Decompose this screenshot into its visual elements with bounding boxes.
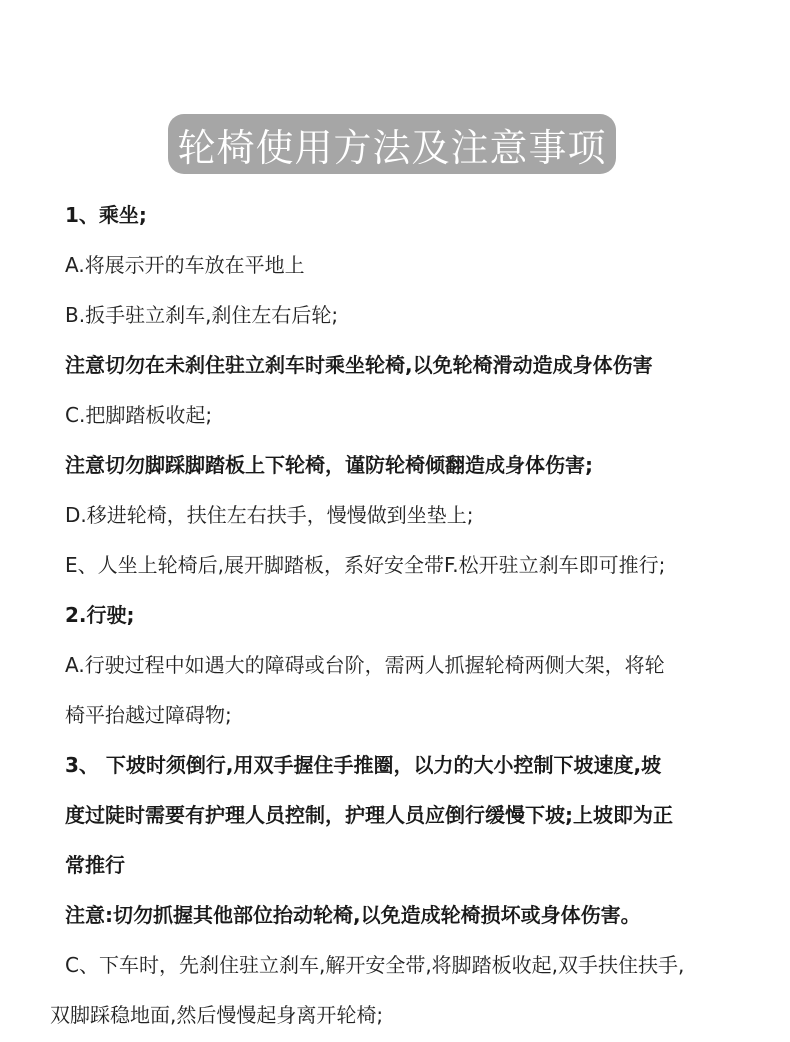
exit-step-c-line-2: 双脚踩稳地面,然后慢慢起身离开轮椅;	[50, 1003, 384, 1027]
step-e-text: E、人坐上轮椅后,展开脚踏板，系好安全带F.松开驻立刹车即可推行;	[65, 553, 666, 577]
section-3-text-line-2: 度过陡时需要有护理人员控制，护理人员应倒行缓慢下坡;上坡即为正	[65, 803, 673, 827]
title-badge	[168, 114, 616, 174]
driving-a-text-line-1: A.行驶过程中如遇大的障碍或台阶，需两人抓握轮椅两侧大架，将轮	[65, 653, 665, 677]
caution-note-2: 注意切勿脚踩脚踏板上下轮椅，谨防轮椅倾翻造成身体伤害;	[65, 453, 593, 477]
exit-step-c-line-1: C、下车时，先刹住驻立刹车,解开安全带,将脚踏板收起,双手扶住扶手,	[65, 953, 685, 977]
section-3-text-line-1: 3、 下坡时须倒行,用双手握住手推圈，以力的大小控制下坡速度,坡	[65, 753, 662, 777]
step-b-text: B.扳手驻立刹车,刹住左右后轮;	[65, 303, 339, 327]
section-1-heading: 1、乘坐;	[65, 203, 147, 227]
page-title: 轮椅使用方法及注意事项	[177, 125, 607, 170]
section-2-heading: 2.行驶;	[65, 603, 135, 627]
caution-note-1: 注意切勿在未刹住驻立刹车时乘坐轮椅,以免轮椅滑动造成身体伤害	[65, 353, 653, 377]
caution-note-3: 注意:切勿抓握其他部位抬动轮椅,以免造成轮椅损坏或身体伤害。	[65, 903, 641, 927]
step-a-text: A.将展示开的车放在平地上	[65, 253, 305, 277]
step-d-text: D.移进轮椅，扶住左右扶手，慢慢做到坐垫上;	[65, 503, 474, 527]
driving-a-text-line-2: 椅平抬越过障碍物;	[65, 703, 232, 727]
section-3-text-line-3: 常推行	[65, 853, 125, 877]
step-c-text: C.把脚踏板收起;	[65, 403, 213, 427]
